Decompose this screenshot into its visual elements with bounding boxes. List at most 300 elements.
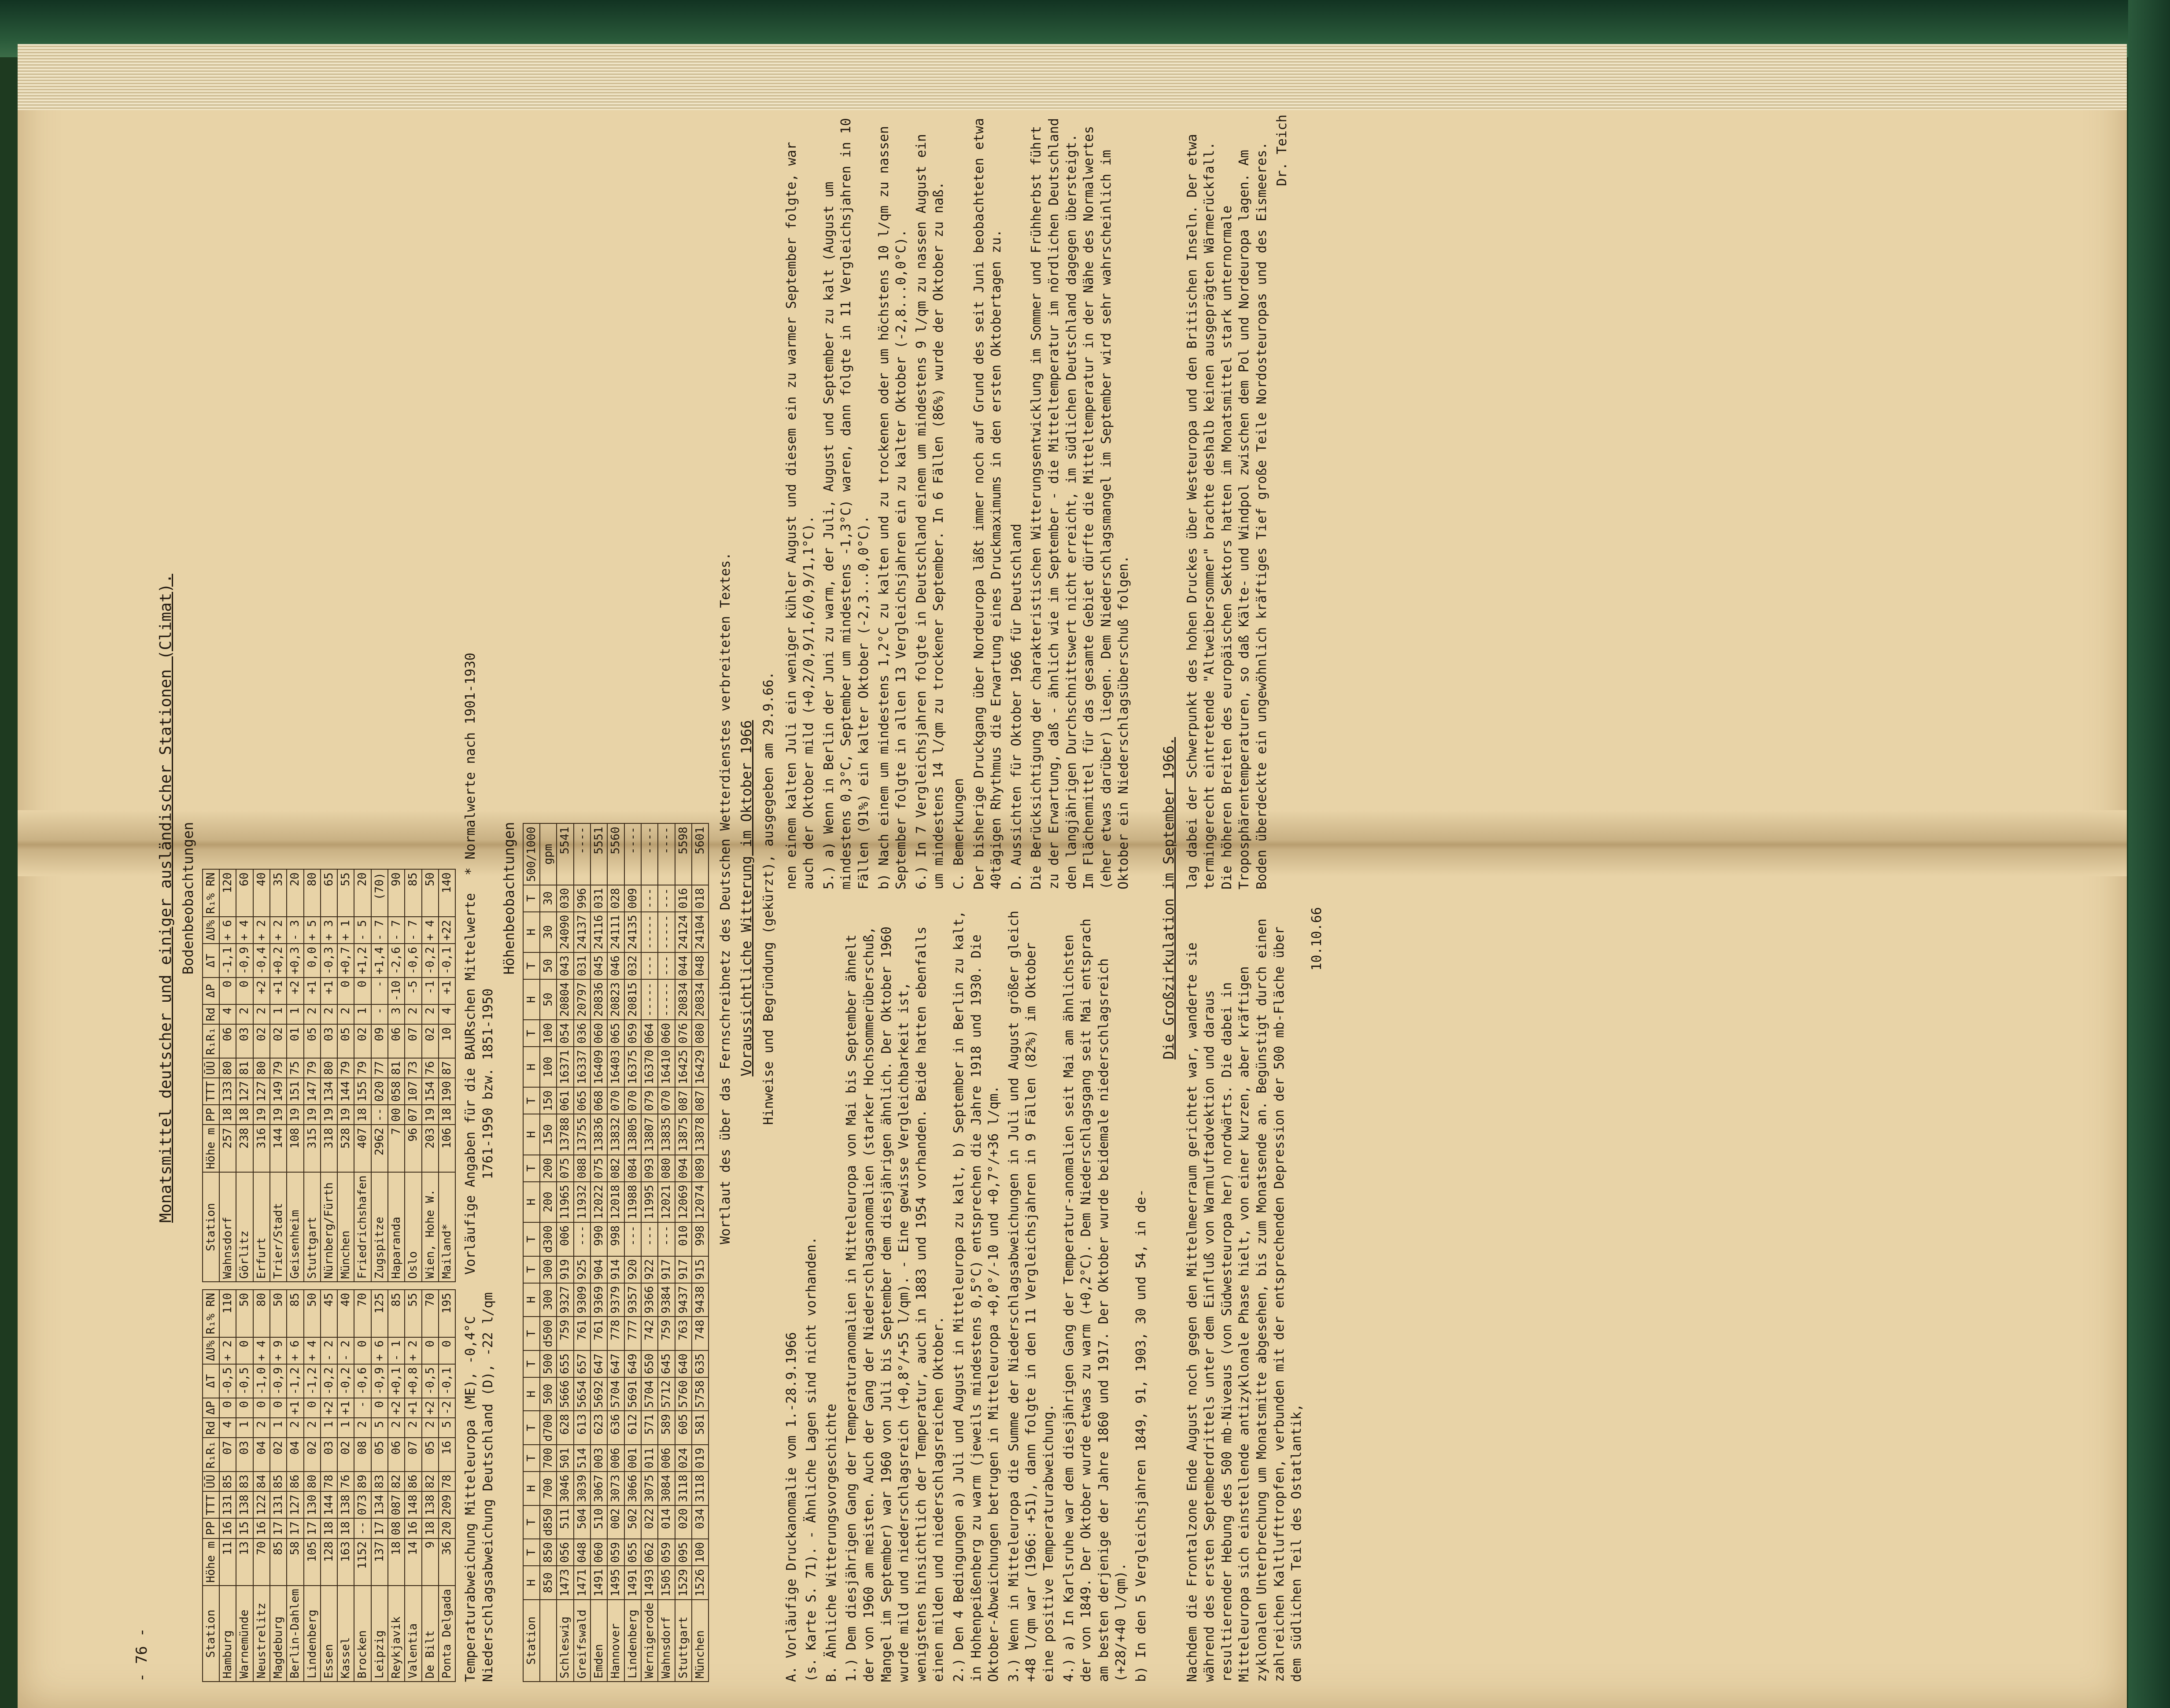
- forecast-paragraph: Der bisherige Druckgang über Nordeuropa läßt immer noch auf Grund des seit Juni beobachteten etwa 40tägigen Rhythmus die Erwartung eines Druckmaximums in den ersten Oktobertagen zu.: [971, 118, 1004, 889]
- value-cell: 13832: [607, 1114, 624, 1155]
- value-cell: 14: [405, 1538, 421, 1586]
- column-header: Rd: [203, 1004, 219, 1024]
- value-cell: -0,1: [439, 1364, 455, 1398]
- value-cell: 13835: [658, 1114, 675, 1155]
- column-header: Rd: [203, 1418, 219, 1438]
- value-cell: 3046: [557, 1472, 573, 1505]
- value-cell: 203: [422, 1125, 439, 1172]
- value-cell: 65: [321, 869, 337, 917]
- value-cell: 24111: [607, 912, 624, 952]
- value-cell: 032: [624, 952, 641, 979]
- value-cell: 657: [574, 1350, 590, 1377]
- value-cell: 089: [692, 1155, 709, 1182]
- circulation-paragraph-right: lag dabei der Schwerpunkt des hohen Druckes über Westeuropa und den Britischen Inseln. Der etwa termingerecht eintretende "Altweibersommer" brachte deshalb keinen ausgeprägten Wärmerückfall. Die höheren Breiten des europäischen Sektors hatten im Monatsmittel stark unternormale Troposphärentemperaturen, so daß Kälte- und Windpol zwischen dem Pol und Nordeuropa lagen. Am Boden überdeckte ein ungewöhnlich kräftiges Tief große Teile Nordosteuropas und des Eismeeres.: [1184, 134, 1270, 889]
- value-cell: 0: [219, 1398, 236, 1418]
- value-cell: - 1: [388, 1337, 405, 1364]
- value-cell: +1: [405, 1398, 421, 1418]
- surface-section-title: Bodenbeobachtungen: [180, 822, 197, 975]
- table-row: [439, 869, 455, 1282]
- value-cell: 134: [371, 1491, 388, 1518]
- value-cell: -1,2: [287, 1364, 303, 1398]
- value-cell: 640: [675, 1350, 692, 1377]
- forecast-paragraph: C. Bemerkungen: [951, 778, 967, 889]
- value-cell: 2: [236, 1004, 253, 1024]
- value-cell: 613: [574, 1411, 590, 1445]
- value-cell: 1491: [590, 1566, 607, 1600]
- value-cell: 5551: [590, 823, 607, 885]
- value-cell: 055: [624, 1539, 641, 1566]
- column-subheader: 300: [540, 1256, 557, 1283]
- value-cell: 5704: [607, 1377, 624, 1411]
- value-cell: 58: [287, 1538, 303, 1586]
- value-cell: 748: [692, 1317, 709, 1350]
- value-cell: ---: [658, 885, 675, 912]
- value-cell: 1529: [675, 1566, 692, 1600]
- value-cell: 19: [270, 1105, 287, 1125]
- value-cell: 05: [422, 1438, 439, 1472]
- value-cell: 031: [590, 885, 607, 912]
- value-cell: 10: [439, 1024, 455, 1058]
- forecast-title: Voraussichtliche Witterung im Oktober 1966: [738, 720, 755, 1077]
- value-cell: 133: [219, 1078, 236, 1105]
- station-name-cell: Friedrichshafen: [354, 1172, 371, 1282]
- value-cell: 137: [371, 1538, 388, 1586]
- column-subheader: 500: [540, 1377, 557, 1411]
- value-cell: 3118: [675, 1472, 692, 1505]
- column-subheader: 150: [540, 1114, 557, 1155]
- value-cell: +1: [287, 1398, 303, 1418]
- upper-air-section-title: Höhenbeobachtungen: [500, 822, 517, 975]
- value-cell: 96: [405, 1125, 421, 1172]
- value-cell: 79: [304, 1058, 321, 1078]
- value-cell: +0,1: [388, 1364, 405, 1398]
- value-cell: + 6: [371, 1337, 388, 1364]
- value-cell: 76: [337, 1472, 354, 1491]
- value-cell: 030: [557, 885, 573, 912]
- value-cell: 914: [607, 1256, 624, 1283]
- value-cell: 149: [270, 1078, 287, 1105]
- table-row: [321, 1290, 337, 1682]
- value-cell: 5758: [692, 1377, 709, 1411]
- table-row: [422, 869, 439, 1282]
- value-cell: 18: [236, 1105, 253, 1125]
- value-cell: 0: [371, 1398, 388, 1418]
- table-row: [371, 1290, 388, 1682]
- value-cell: +2: [253, 978, 270, 1004]
- value-cell: 85: [270, 1538, 287, 1586]
- value-cell: 55: [337, 869, 354, 917]
- value-cell: 036: [574, 1020, 590, 1047]
- value-cell: -0,3: [321, 944, 337, 978]
- value-cell: 763: [675, 1317, 692, 1350]
- page-number: - 76 -: [133, 1628, 151, 1682]
- value-cell: + 4: [253, 1337, 270, 1364]
- table-row: [304, 1290, 321, 1682]
- value-cell: 9366: [641, 1283, 658, 1317]
- column-subheader: 50: [540, 979, 557, 1020]
- value-cell: 18: [337, 1518, 354, 1538]
- value-cell: -: [371, 978, 388, 1004]
- value-cell: 0: [270, 1398, 287, 1418]
- value-cell: 151: [287, 1078, 303, 1105]
- column-header: T: [523, 1222, 540, 1256]
- table-row: [354, 1290, 371, 1682]
- value-cell: 85: [270, 1472, 287, 1491]
- value-cell: + 6: [219, 917, 236, 944]
- value-cell: 0: [236, 1398, 253, 1418]
- value-cell: ---: [658, 1222, 675, 1256]
- value-cell: 501: [557, 1445, 573, 1472]
- table-header-row: [523, 823, 540, 1682]
- value-cell: 018: [692, 885, 709, 912]
- value-cell: 628: [557, 1411, 573, 1445]
- station-name-cell: Neustrelitz: [253, 1586, 270, 1682]
- value-cell: 209: [439, 1491, 455, 1518]
- value-cell: 2: [405, 1418, 421, 1438]
- column-header: H: [523, 912, 540, 952]
- station-name-cell: Lindenberg: [304, 1586, 321, 1682]
- forecast-right-column: [783, 114, 1153, 889]
- value-cell: -1: [422, 978, 439, 1004]
- forecast-paragraph: b) In den 5 Vergleichsjahren 1849, 91, 1903, 30 und 54, in de-: [1133, 1189, 1149, 1682]
- value-cell: 5692: [590, 1377, 607, 1411]
- table-row: [219, 869, 236, 1282]
- table-row: [607, 823, 624, 1682]
- value-cell: 144: [321, 1491, 337, 1518]
- value-cell: 7: [388, 1125, 405, 1172]
- value-cell: 190: [439, 1078, 455, 1105]
- value-cell: -1,0: [253, 1364, 270, 1398]
- value-cell: 925: [574, 1256, 590, 1283]
- column-header: ŪŪ: [203, 1058, 219, 1078]
- value-cell: -: [371, 1004, 388, 1024]
- value-cell: 996: [574, 885, 590, 912]
- value-cell: 045: [590, 952, 607, 979]
- value-cell: 03: [236, 1024, 253, 1058]
- value-cell: 9327: [557, 1283, 573, 1317]
- value-cell: + 4: [236, 917, 253, 944]
- value-cell: 128: [321, 1538, 337, 1586]
- value-cell: 05: [371, 1438, 388, 1472]
- table-header-row: [540, 823, 557, 1682]
- table-row: [405, 1290, 421, 1682]
- station-name-cell: Görlitz: [236, 1172, 253, 1282]
- value-cell: 318: [321, 1125, 337, 1172]
- table-row: [388, 869, 405, 1282]
- value-cell: 02: [270, 1438, 287, 1472]
- value-cell: -1,2: [304, 1364, 321, 1398]
- value-cell: -5: [405, 978, 421, 1004]
- column-header: ΔT: [203, 944, 219, 978]
- value-cell: 50: [304, 1290, 321, 1337]
- value-cell: +0,8: [405, 1364, 421, 1398]
- value-cell: 17: [270, 1518, 287, 1538]
- value-cell: -----: [641, 979, 658, 1020]
- value-cell: 45: [321, 1290, 337, 1337]
- value-cell: 16337: [574, 1047, 590, 1087]
- value-cell: 087: [388, 1491, 405, 1518]
- value-cell: 9: [422, 1538, 439, 1586]
- value-cell: 095: [675, 1539, 692, 1566]
- column-subheader: [540, 1600, 557, 1682]
- table-row: [321, 869, 337, 1282]
- value-cell: 11988: [624, 1182, 641, 1222]
- column-header: T: [523, 1317, 540, 1350]
- value-cell: 9438: [692, 1283, 709, 1317]
- value-cell: 20: [439, 1518, 455, 1538]
- value-cell: - 2: [337, 1337, 354, 1364]
- column-header: T: [523, 885, 540, 912]
- column-subheader: 50: [540, 952, 557, 979]
- value-cell: 13805: [624, 1114, 641, 1155]
- value-cell: 06: [219, 1024, 236, 1058]
- column-subheader: 850: [540, 1566, 557, 1600]
- value-cell: 990: [590, 1222, 607, 1256]
- value-cell: 011: [641, 1445, 658, 1472]
- station-name-cell: Nürnberg/Fürth: [321, 1172, 337, 1282]
- value-cell: +2: [321, 1398, 337, 1418]
- table-row: [337, 1290, 354, 1682]
- value-cell: 36: [439, 1538, 455, 1586]
- value-cell: 048: [692, 952, 709, 979]
- value-cell: 1: [321, 1418, 337, 1438]
- value-cell: 80: [304, 869, 321, 917]
- value-cell: - 7: [388, 917, 405, 944]
- value-cell: 40: [337, 1290, 354, 1337]
- value-cell: 073: [354, 1491, 371, 1518]
- value-cell: 02: [337, 1438, 354, 1472]
- value-cell: ----: [574, 823, 590, 885]
- station-name-cell: De Bilt: [422, 1586, 439, 1682]
- value-cell: 919: [557, 1256, 573, 1283]
- value-cell: 315: [304, 1125, 321, 1172]
- value-cell: 056: [557, 1539, 573, 1566]
- value-cell: ----: [641, 823, 658, 885]
- value-cell: -0,5: [236, 1364, 253, 1398]
- value-cell: 19: [253, 1105, 270, 1125]
- value-cell: 16: [439, 1438, 455, 1472]
- station-name-cell: Essen: [321, 1586, 337, 1682]
- value-cell: 3: [388, 1004, 405, 1024]
- value-cell: 009: [624, 885, 641, 912]
- value-cell: ---: [641, 1222, 658, 1256]
- value-cell: 04: [287, 1438, 303, 1472]
- table-row: [236, 1290, 253, 1682]
- value-cell: 1: [337, 1418, 354, 1438]
- value-cell: + 1: [337, 917, 354, 944]
- value-cell: 059: [658, 1539, 675, 1566]
- value-cell: + 9: [270, 1337, 287, 1364]
- value-cell: 028: [607, 885, 624, 912]
- value-cell: 070: [658, 1087, 675, 1114]
- value-cell: 1493: [641, 1566, 658, 1600]
- table-row: [270, 1290, 287, 1682]
- value-cell: 019: [692, 1445, 709, 1472]
- table-row: [624, 823, 641, 1682]
- value-cell: 1: [270, 1004, 287, 1024]
- column-subheader: 100: [540, 1020, 557, 1047]
- table-row: [236, 869, 253, 1282]
- value-cell: 5: [439, 1418, 455, 1438]
- column-header: ΔU%: [203, 1337, 219, 1364]
- value-cell: 02: [270, 1024, 287, 1058]
- value-cell: 059: [624, 1020, 641, 1047]
- station-name-cell: Kassel: [337, 1586, 354, 1682]
- value-cell: 17: [287, 1518, 303, 1538]
- value-cell: -0,4: [253, 944, 270, 978]
- value-cell: 3118: [692, 1472, 709, 1505]
- value-cell: 08: [388, 1518, 405, 1538]
- value-cell: 05: [304, 1024, 321, 1058]
- value-cell: 0: [439, 1337, 455, 1364]
- value-cell: 065: [574, 1087, 590, 1114]
- column-header: T: [523, 1445, 540, 1472]
- value-cell: 81: [236, 1058, 253, 1078]
- table-row: [405, 869, 421, 1282]
- value-cell: 034: [692, 1505, 709, 1539]
- forecast-paragraph: nen einem kalten Juli ein weniger kühler August und diesem ein zu warmer September folgte, war auch der Oktober mild (+0,2/0,9/1,6/0,9/1,1°C).: [783, 142, 817, 889]
- value-cell: 85: [287, 1290, 303, 1337]
- value-cell: 80: [321, 1058, 337, 1078]
- station-name-cell: Stuttgart: [304, 1172, 321, 1282]
- value-cell: 16371: [557, 1047, 573, 1087]
- value-cell: 088: [574, 1155, 590, 1182]
- value-cell: 138: [337, 1491, 354, 1518]
- station-name-cell: Haparanda: [388, 1172, 405, 1282]
- value-cell: 20823: [607, 979, 624, 1020]
- value-cell: 24090: [557, 912, 573, 952]
- value-cell: 155: [354, 1078, 371, 1105]
- forecast-paragraph: A. Vorläufige Druckanomalie vom 1.-28.9.1966: [783, 1332, 799, 1682]
- value-cell: 3039: [574, 1472, 590, 1505]
- value-cell: 5: [371, 1418, 388, 1438]
- value-cell: 0: [422, 1337, 439, 1364]
- value-cell: -0,5: [219, 1364, 236, 1398]
- value-cell: + 3: [321, 917, 337, 944]
- value-cell: 03: [321, 1024, 337, 1058]
- value-cell: 18: [439, 1105, 455, 1125]
- value-cell: 18: [388, 1538, 405, 1586]
- value-cell: 778: [607, 1317, 624, 1350]
- value-cell: 9369: [590, 1283, 607, 1317]
- value-cell: 0: [236, 1337, 253, 1364]
- station-name-cell: Mailand*: [439, 1172, 455, 1282]
- value-cell: 07: [219, 1438, 236, 1472]
- value-cell: 140: [439, 869, 455, 917]
- column-header: R₁% RN: [203, 869, 219, 917]
- value-cell: (70): [371, 869, 388, 917]
- value-cell: 17: [304, 1518, 321, 1538]
- table-row: [574, 823, 590, 1682]
- value-cell: 9309: [574, 1283, 590, 1317]
- value-cell: 4: [219, 1418, 236, 1438]
- value-cell: 16375: [624, 1047, 641, 1087]
- value-cell: 79: [337, 1058, 354, 1078]
- station-name-cell: Leipzig: [371, 1586, 388, 1682]
- value-cell: 510: [590, 1505, 607, 1539]
- station-name-cell: Lindenberg: [624, 1600, 641, 1682]
- value-cell: 589: [658, 1411, 675, 1445]
- value-cell: 5541: [557, 823, 573, 885]
- value-cell: 9384: [658, 1283, 675, 1317]
- value-cell: 05: [337, 1024, 354, 1058]
- value-cell: -2: [439, 1398, 455, 1418]
- value-cell: 048: [574, 1539, 590, 1566]
- surface-table-right: [202, 869, 456, 1282]
- station-name-cell: Emden: [590, 1600, 607, 1682]
- table-row: [337, 869, 354, 1282]
- value-cell: 195: [439, 1290, 455, 1337]
- value-cell: 9379: [607, 1283, 624, 1317]
- value-cell: 514: [574, 1445, 590, 1472]
- value-cell: 998: [692, 1222, 709, 1256]
- value-cell: 09: [371, 1024, 388, 1058]
- station-name-cell: Stuttgart: [675, 1600, 692, 1682]
- value-cell: 20797: [574, 979, 590, 1020]
- normal-values-note: * Normalwerte nach 1901-1930: [463, 653, 479, 876]
- value-cell: 86: [405, 1472, 421, 1491]
- column-header: T: [523, 1350, 540, 1377]
- value-cell: 70: [253, 1538, 270, 1586]
- value-cell: 006: [658, 1445, 675, 1472]
- value-cell: 5691: [624, 1377, 641, 1411]
- forecast-paragraph: Die Berücksichtigung der charakteristischen Witterungsentwicklung im Sommer und Frühherbst führt zu der Erwartung, daß - ähnlich wie im September - die Mitteltemperatur im nördlichen Deutschland den langjährigen Durchschnittswert nicht erreicht, im südlichen Deutschland dagegen übersteigt. Im Flächenmittel für das gesamte Gebiet dürfte die Mitteltemperatur in der Nähe des Normalwertes (eher etwas darüber) liegen. Dem Niederschlagsmangel im September wird sehr wahrscheinlich im Oktober ein Niederschlagsüberschuß folgen.: [1029, 118, 1132, 889]
- value-cell: 80: [219, 1058, 236, 1078]
- value-cell: 3084: [658, 1472, 675, 1505]
- value-cell: 064: [641, 1020, 658, 1047]
- value-cell: -0,2: [321, 1364, 337, 1398]
- value-cell: -0,6: [354, 1364, 371, 1398]
- value-cell: 3073: [607, 1472, 624, 1505]
- value-cell: 407: [354, 1125, 371, 1172]
- column-header: ŪŪ: [203, 1472, 219, 1491]
- table-row: [253, 869, 270, 1282]
- value-cell: 917: [658, 1256, 675, 1283]
- value-cell: 759: [557, 1317, 573, 1350]
- value-cell: 075: [590, 1155, 607, 1182]
- rotated-page-content: [132, 114, 1325, 1682]
- value-cell: ---: [574, 1222, 590, 1256]
- station-name-cell: Ponta Delgada: [439, 1586, 455, 1682]
- column-header: PP: [203, 1105, 219, 1125]
- value-cell: +2: [388, 1398, 405, 1418]
- value-cell: 08: [354, 1438, 371, 1472]
- column-header: H: [523, 979, 540, 1020]
- value-cell: +2: [287, 978, 303, 1004]
- value-cell: 07: [405, 1438, 421, 1472]
- circulation-columns: [1184, 114, 1326, 1682]
- value-cell: 257: [219, 1125, 236, 1172]
- value-cell: 655: [557, 1350, 573, 1377]
- value-cell: 581: [692, 1411, 709, 1445]
- value-cell: 010: [675, 1222, 692, 1256]
- circulation-paragraph-left: Nachdem die Frontalzone Ende August noch gegen den Mittelmeerraum gerichtet war, wanderte sie während des ersten Septemberdrittels unter dem Einfluß von Warmluftadvektion und daraus resultierender Hebung des 500 mb-Niveaus (von Südwesteuropa her) nordwärts. Die dabei in Mitteleuropa sich einstellende antizyklonale Phase hielt, von einer kurzen, aber kräftigen zyklonalen Unterbrechung um Monatsmitte abgesehen, bis zum Monatsende an. Begünstigt durch einen zahlreichen Kaltlufttropfen, verbunden mit der entsprechenden Depression der 500 mb-Fläche über dem südlichen Teil des Ostatlantik,: [1184, 919, 1305, 1682]
- station-name-cell: Schleswig: [557, 1600, 573, 1682]
- forecast-subtitle: Hinweise und Begründung (gekürzt), ausgegeben am 29.9.66.: [761, 671, 776, 1125]
- value-cell: -2,6: [388, 944, 405, 978]
- value-cell: 03: [321, 1438, 337, 1472]
- column-subheader: 850: [540, 1539, 557, 1566]
- value-cell: 0: [337, 978, 354, 1004]
- value-cell: 1: [354, 1004, 371, 1024]
- column-subheader: 30: [540, 912, 557, 952]
- column-header: ΔP: [203, 978, 219, 1004]
- value-cell: 16370: [641, 1047, 658, 1087]
- value-cell: - 7: [405, 917, 421, 944]
- value-cell: 0: [354, 978, 371, 1004]
- value-cell: 2: [304, 1004, 321, 1024]
- value-cell: 13836: [590, 1114, 607, 1155]
